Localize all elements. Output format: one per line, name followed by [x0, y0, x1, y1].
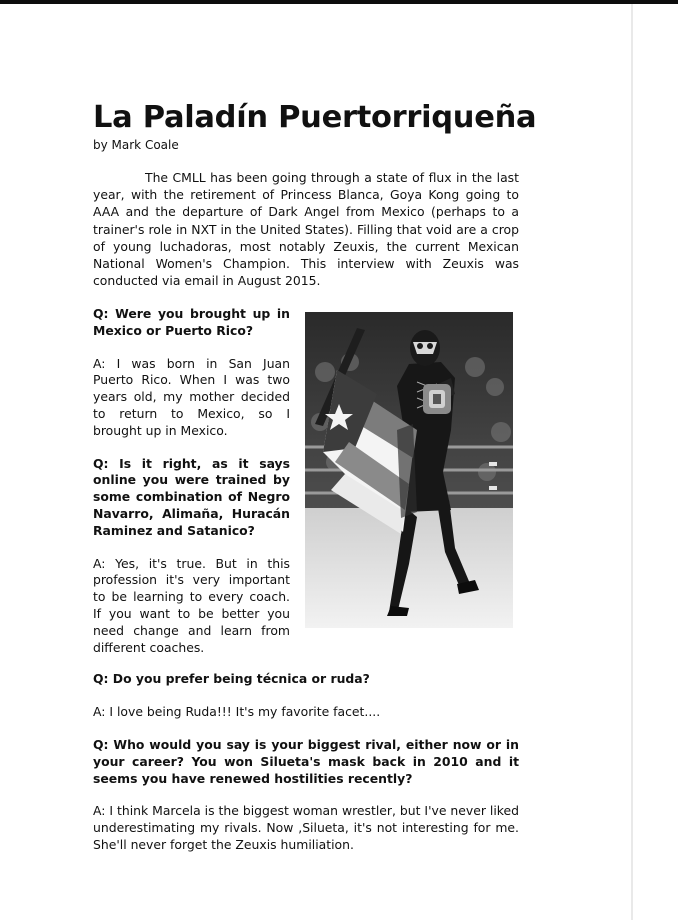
article-byline: by Mark Coale [93, 138, 179, 152]
question-1: Q: Were you brought up in Mexico or Puerto Rico? [93, 306, 290, 338]
answer-4: A: I think Marcela is the biggest woman wrestler, but I've never liked underestimating my rivals. Now ,Silueta, it's not interesting for me. She'll never forget the Zeuxis humiliation. [93, 803, 519, 852]
top-border [0, 0, 678, 4]
answer-1: A: I was born in San Juan Puerto Rico. When I was two years old, my mother decided to return to Mexico, so I brought up in Mexico. [93, 355, 290, 438]
question-4: Q: Who would you say is your biggest rival, either now or in your career? You won Silueta's mask back in 2010 and it seems you have renewed hostilities recently? [93, 737, 519, 786]
article-title: La Paladín Puertorriqueña [93, 100, 537, 135]
wrestler-photo [305, 312, 513, 628]
answer-3: A: I love being Ruda!!! It's my favorite facet.... [93, 704, 381, 719]
answer-2: A: Yes, it's true. But in this profession it's very important to be learning to every coach. If you want to be better you need change and learn from different coaches. [93, 555, 290, 655]
article-intro: The CMLL has been going through a state of flux in the last year, with the retirement of Princess Blanca, Goya Kong going to AAA and the departure of Dark Angel from Mexico (perhaps to a trainer's role in NXT in the United States). Filling that void are a crop of young luchadoras, most notably Zeuxis, the current Mexican National Women's Champion. This interview with Zeuxis was conducted via email in August 2015. [93, 170, 519, 289]
page-edge [631, 4, 633, 920]
question-2: Q: Is it right, as it says online you were trained by some combination of Negro Navarro, Alimaña, Huracán Raminez and Satanico? [93, 455, 290, 538]
question-3: Q: Do you prefer being técnica or ruda? [93, 671, 370, 686]
interview-column [93, 306, 290, 672]
